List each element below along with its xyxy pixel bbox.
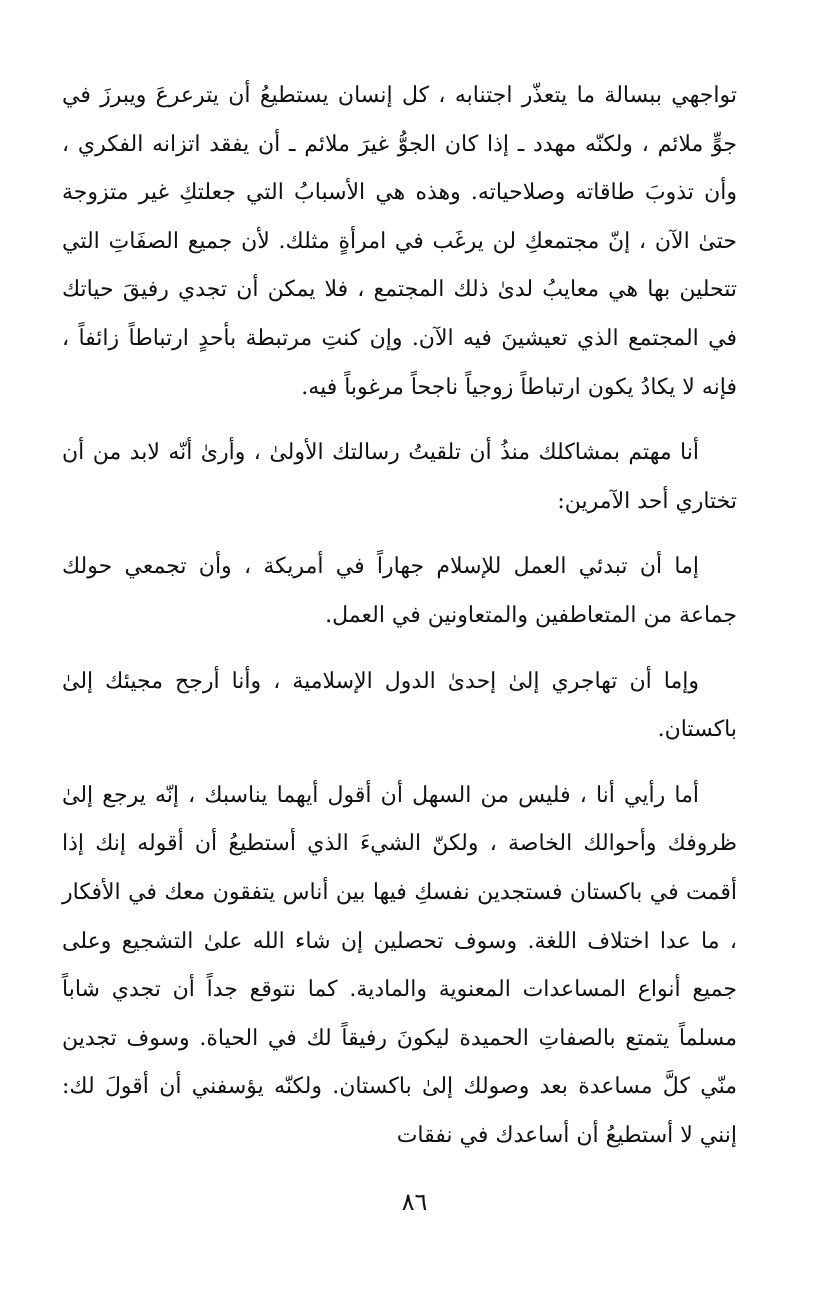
page-body (62, 72, 737, 1160)
paragraph-5: أما رأيي أنا ، فليس من السهل أن أقول أيهما يناسبك ، إنّه يرجع إلىٰ ظروفك وأحوالك الخاصة ، ولكنّ الشيءَ الذي أستطيعُ أن أقوله إنك إذا أقمت في باكستان فستجدين نفسكِ فيها بين أناس يتفقون معك في الأفكار ، ما عدا اختلاف اللغة. وسوف تحصلين إن شاء الله علىٰ التشجيع وعلى جميع أنواع المساعدات المعنوية والمادية. كما نتوقع جداً أن تجدي شاباً مسلماً يتمتع بالصفاتِ الحميدة ليكونَ رفيقاً لك في الحياة. وسوف تجدين منّي كلَّ مساعدة بعد وصولك إلىٰ باكستان. ولكنّه يؤسفني أن أقولَ لك: إنني لا أستطيعُ أن أساعدك في نفقات (62, 782, 737, 1148)
paragraph-3: إما أن تبدئي العمل للإسلام جهاراً في أمريكة ، وأن تجمعي حولك جماعة من المتعاطفين والمتعاونين في العمل. (62, 554, 737, 628)
page-number: ٨٦ (401, 1188, 428, 1216)
paragraph-2: أنا مهتم بمشاكلك منذُ أن تلقيتُ رسالتك الأولىٰ ، وأرىٰ أنّه لابد من أن تختاري أحد الآمرين: (62, 440, 737, 514)
paragraph-1: تواجهي ببسالة ما يتعذّر اجتنابه ، كل إنسان يستطيعُ أن يترعرعَ ويبرزَ في جوٍّ ملائم ، ولكنّه مهدد ـ إذا كان الجوُّ غيرَ ملائم ـ أن يفقد اتزانه الفكري ، وأن تذوبَ طاقاته وصلاحياته. وهذه هي الأسبابُ التي جعلتكِ غير متزوجة حتىٰ الآن ، إنّ مجتمعكِ لن يرغَب في امرأةٍ مثلك. لأن جميع الصفَاتِ التي تتحلين بها هي معايبُ لدىٰ ذلك المجتمع ، فلا يمكن أن تجدي رفيقَ حياتك في المجتمع الذي تعيشينَ فيه الآن. وإن كنتِ مرتبطة بأحدٍ ارتباطاً زائفاً ، فإنه لا يكادُ يكون ارتباطاً زوجياً ناجحاً مرغوباً فيه. (62, 83, 737, 400)
paragraph-4: وإما أن تهاجري إلىٰ إحدىٰ الدول الإسلامية ، وأنا أرجح مجيئك إلىٰ باكستان. (62, 668, 737, 743)
